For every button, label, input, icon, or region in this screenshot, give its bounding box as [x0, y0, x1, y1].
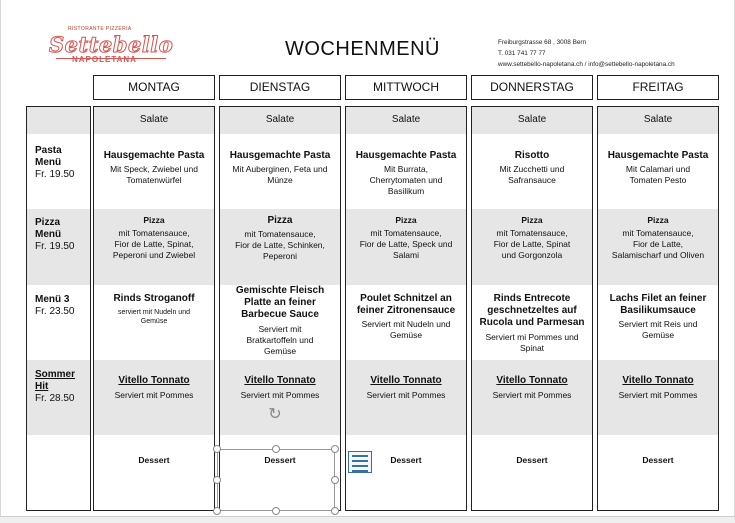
pizza-dish [98, 215, 210, 261]
logo-tagline: RISTORANTE PIZZERIA [68, 26, 132, 32]
contact-address: Freiburgstrasse 68 , 3008 Bern [498, 39, 587, 46]
pizza-desc-2: Fior de Latte, [632, 239, 684, 249]
sommer-title: Vitello Tonnato [496, 375, 568, 386]
menu3-dish [602, 293, 714, 341]
sommer-title: Vitello Tonnato [622, 375, 694, 386]
label-sommer-line2: Hit [35, 381, 49, 392]
pizza-dish [602, 215, 714, 261]
sommer-dish [98, 375, 210, 401]
label-pizza-price: Fr. 19.50 [35, 241, 75, 252]
menu3-desc-1: Serviert mit [258, 324, 302, 334]
menu3-desc-2: Gemüse [641, 330, 675, 340]
day-column-monday [93, 106, 215, 511]
label-menu3-line1: Menü 3 [35, 294, 70, 305]
resize-handle-bottom[interactable] [272, 507, 280, 515]
pasta-dish [98, 150, 210, 186]
pasta-desc-2: Tomaten Pesto [629, 175, 687, 185]
label-pasta-line2: Menü [35, 157, 62, 168]
menu3-desc-2: Bratkartoffeln und [246, 335, 314, 345]
menu3-title-1: Rinds Entrecote [493, 293, 571, 304]
menu3-title-2: Basilikumsauce [620, 305, 696, 316]
pizza-desc-2: Fior de Latte, Speck und [359, 239, 453, 249]
label-sommer-line1: Sommer [35, 369, 76, 380]
contact-web: www.settebello-napoletana.ch / info@settebello-napoletana.ch [498, 61, 675, 68]
pizza-dish [350, 215, 462, 261]
pasta-desc-1: Mit Zucchetti und [499, 164, 565, 174]
menu3-dish [350, 293, 462, 341]
label-sommer [35, 369, 75, 405]
dessert-label: Dessert [264, 455, 296, 465]
pizza-desc-2: Fior de Latte, Spinat [493, 239, 571, 249]
dessert-item [98, 455, 210, 466]
salate-label: Salate [391, 114, 421, 125]
menu3-title-1: Poulet Schnitzel an [360, 293, 452, 304]
day-header-monday: MONTAG [93, 75, 215, 100]
layout-options-icon[interactable] [348, 451, 372, 473]
sommer-desc: Serviert mit Pommes [366, 390, 446, 400]
sommer-dish [602, 375, 714, 401]
dessert-label: Dessert [642, 455, 674, 465]
pizza-title: Pizza [143, 215, 165, 225]
pizza-title: Pizza [267, 215, 293, 226]
selected-textbox-frame[interactable] [217, 449, 335, 511]
pizza-title: Pizza [395, 215, 417, 225]
pizza-desc-3: Peperoni und Zwiebel [112, 250, 196, 260]
menu3-dish [224, 285, 336, 357]
pasta-desc-2: Safransauce [508, 175, 556, 185]
menu3-title-2: geschnetzeltes auf [487, 305, 577, 316]
day-column-friday [597, 106, 719, 511]
pasta-desc-2: Münze [267, 175, 293, 185]
sommer-dish [350, 375, 462, 401]
label-pizza-line2: Menü [35, 229, 62, 240]
day-column-thursday [471, 106, 593, 511]
sommer-dish [224, 375, 336, 401]
dessert-label: Dessert [138, 455, 170, 465]
pizza-desc-3: Salami [393, 250, 419, 260]
pizza-desc-1: mit Tomatensauce, [370, 228, 442, 238]
menu3-title: Rinds Stroganoff [113, 293, 195, 304]
pasta-desc-2: Tomatenwürfel [126, 175, 182, 185]
page-edge-bottom [0, 516, 735, 523]
pizza-desc-1: mit Tomatensauce, [496, 228, 568, 238]
label-sommer-price: Fr. 28.50 [35, 393, 75, 404]
pizza-desc-2: Fior de Latte, Spinat, [114, 239, 194, 249]
logo-subtitle: NAPOLETANA [72, 55, 137, 64]
pasta-title: Hausgemachte Pasta [103, 150, 205, 161]
resize-handle-top-left[interactable] [213, 445, 221, 453]
pasta-title: Hausgemachte Pasta [607, 150, 709, 161]
pizza-desc-1: mit Tomatensauce, [244, 229, 316, 239]
pasta-dish [602, 150, 714, 186]
pasta-desc-3: Basilikum [387, 186, 425, 196]
day-header-wednesday: MITTWOCH [345, 75, 467, 100]
menu3-title-3: Rucola und Parmesan [479, 317, 585, 328]
pasta-title: Risotto [514, 150, 550, 161]
menu3-title-3: Barbecue Sauce [241, 309, 319, 320]
pasta-desc-1: Mit Burrata, [384, 164, 428, 174]
sommer-title: Vitello Tonnato [244, 375, 316, 386]
logo-name: Settebello [49, 32, 174, 57]
restaurant-logo [46, 24, 176, 70]
menu3-title-2: Platte an feiner [244, 297, 316, 308]
pasta-title: Hausgemachte Pasta [229, 150, 331, 161]
pizza-title: Pizza [521, 215, 543, 225]
sommer-title: Vitello Tonnato [118, 375, 190, 386]
menu3-desc-2: Gemüse [140, 318, 168, 325]
resize-handle-top[interactable] [272, 445, 280, 453]
pizza-desc-2: Fior de Latte, Schinken, [235, 240, 325, 250]
label-pasta-line1: Pasta [35, 145, 62, 156]
day-header-tuesday: DIENSTAG [219, 75, 341, 100]
pasta-desc-1: Mit Speck, Zwiebel und [110, 164, 198, 174]
menu3-desc-2: Gemüse [389, 330, 423, 340]
pasta-title: Hausgemachte Pasta [355, 150, 457, 161]
menu3-dish [98, 293, 210, 326]
menu3-desc-1: Serviert mit Reis und [618, 319, 698, 329]
label-pasta [35, 145, 74, 181]
pasta-desc-2: Cherrytomaten und [369, 175, 443, 185]
sommer-title: Vitello Tonnato [370, 375, 442, 386]
day-header-thursday: DONNERSTAG [471, 75, 593, 100]
dessert-label: Dessert [516, 455, 548, 465]
label-pizza-line1: Pizza [35, 217, 61, 228]
resize-handle-right[interactable] [331, 476, 339, 484]
resize-handle-left[interactable] [213, 476, 221, 484]
contact-info [498, 37, 675, 70]
contact-phone: T. 031 741 77 77 [498, 50, 546, 57]
pizza-desc-1: mit Tomatensauce, [118, 228, 190, 238]
menu3-title-2: feiner Zitronensauce [356, 305, 456, 316]
menu3-title-1: Gemischte Fleisch [235, 285, 325, 296]
resize-handle-bottom-right[interactable] [331, 507, 339, 515]
dessert-item [476, 455, 588, 466]
label-pasta-price: Fr. 19.50 [35, 169, 75, 180]
pizza-desc-3: und Gorgonzola [501, 250, 563, 260]
menu3-dish [476, 293, 588, 354]
rotate-handle-icon[interactable]: ↻ [268, 406, 282, 423]
pizza-dish [476, 215, 588, 261]
sommer-dish [476, 375, 588, 401]
salate-label: Salate [139, 114, 169, 125]
label-menu3-price: Fr. 23.50 [35, 306, 75, 317]
pizza-dish [224, 215, 336, 262]
salate-label: Salate [517, 114, 547, 125]
pizza-title: Pizza [647, 215, 669, 225]
sommer-desc: Serviert mit Pommes [114, 390, 194, 400]
label-column [26, 106, 91, 511]
salate-label: Salate [643, 114, 673, 125]
page-edge-left [0, 0, 1, 523]
menu3-desc-2: Spinat [519, 343, 545, 353]
pizza-desc-3: Salamischarf und Oliven [611, 250, 705, 260]
pasta-dish [350, 150, 462, 197]
label-pizza [35, 217, 74, 253]
menu3-desc-1: Serviert mi Pommes und [485, 332, 579, 342]
day-header-friday: FREITAG [597, 75, 719, 100]
pasta-desc-1: Mit Calamari und [625, 164, 691, 174]
pasta-dish [476, 150, 588, 186]
menu3-desc-1: Serviert mit Nudeln und [361, 319, 451, 329]
resize-handle-bottom-left[interactable] [213, 507, 221, 515]
menu3-desc-1: serviert mit Nudeln und [118, 309, 190, 316]
sommer-desc: Serviert mit Pommes [492, 390, 572, 400]
pasta-dish [224, 150, 336, 186]
menu3-desc-3: Gemüse [263, 346, 297, 356]
menu3-title-1: Lachs Filet an feiner [609, 293, 707, 304]
sommer-desc: Serviert mit Pommes [618, 390, 698, 400]
salate-label: Salate [265, 114, 295, 125]
pizza-desc-1: mit Tomatensauce, [622, 228, 694, 238]
page-title: WOCHENMENÜ [285, 38, 440, 60]
label-menu3 [35, 294, 74, 318]
resize-handle-top-right[interactable] [331, 445, 339, 453]
pizza-desc-3: Peperoni [262, 251, 298, 261]
pasta-desc-1: Mit Auberginen, Feta und [232, 164, 328, 174]
dessert-item [602, 455, 714, 466]
sommer-desc: Serviert mit Pommes [240, 390, 320, 400]
dessert-label: Dessert [390, 455, 422, 465]
